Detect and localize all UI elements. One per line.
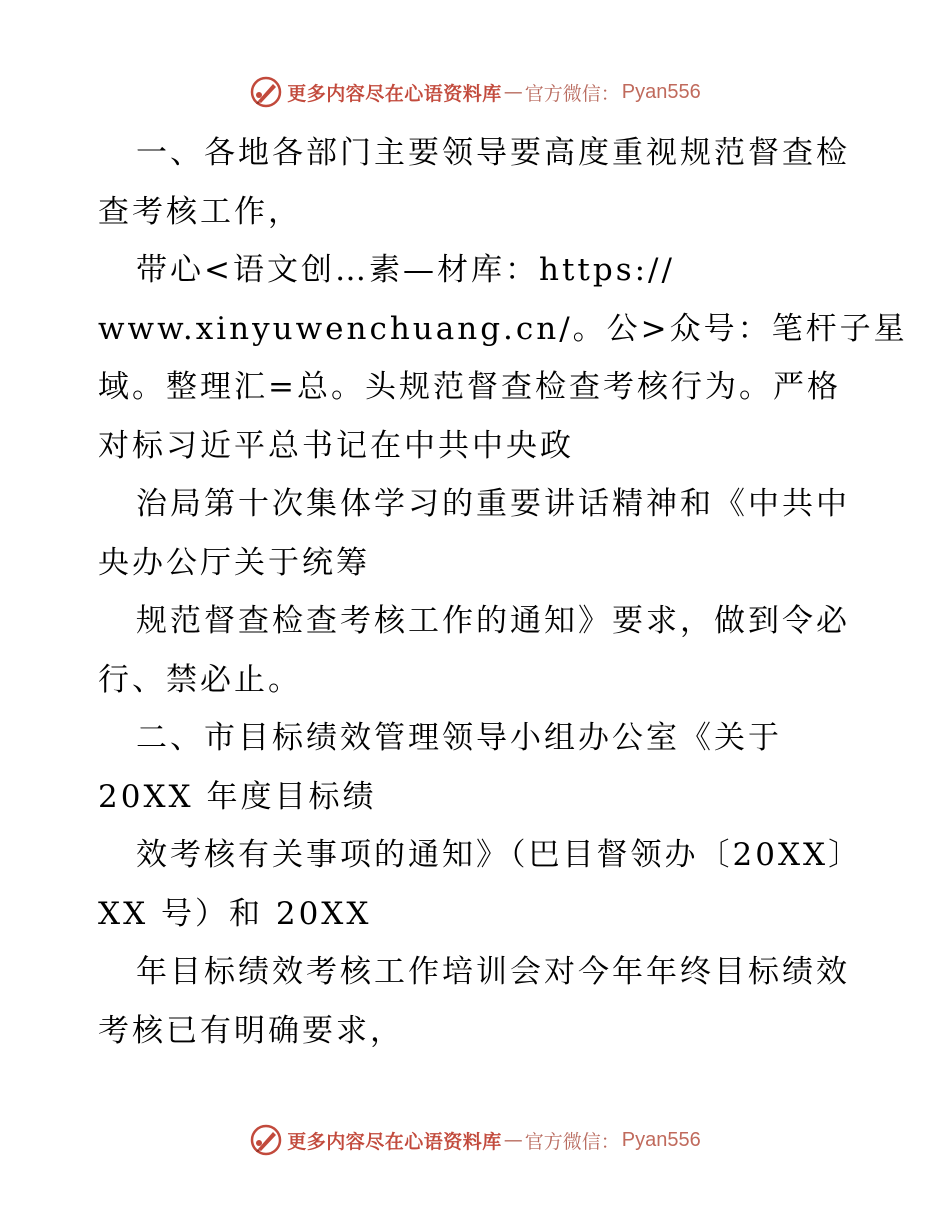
body-text <box>98 124 908 1060</box>
text-line: 域。整理汇=总。头规范督查检查考核行为。严格 <box>98 369 841 405</box>
text-line: 行、禁必止。 <box>98 661 302 698</box>
text-line: 对标习近平总书记在中共中央政 <box>98 427 574 464</box>
watermark-dash: — <box>503 81 523 103</box>
text-line: 年目标绩效考核工作培训会对今年年终目标绩效 <box>136 954 850 990</box>
text-line: 查考核工作， <box>98 193 302 230</box>
header-watermark <box>0 72 950 112</box>
text-line: 考核已有明确要求， <box>98 1012 404 1049</box>
footer-watermark <box>0 1120 950 1160</box>
watermark-wechat-id: Pyan556 <box>621 1128 701 1151</box>
watermark-site-text: 更多内容尽在心语资料库 <box>287 1130 502 1153</box>
text-line: 央办公厅关于统筹 <box>98 544 370 581</box>
watermark-site-text: 更多内容尽在心语资料库 <box>287 82 502 105</box>
text-line: 规范督查检查考核工作的通知》要求，做到令必 <box>136 603 850 639</box>
quill-pen-icon <box>249 75 283 109</box>
text-line: 带心<语文创…素—材库：https:// <box>136 252 675 288</box>
text-line: 二、市目标绩效管理领导小组办公室《关于 <box>136 720 782 756</box>
text-line: 20XX 年度目标绩 <box>98 778 377 815</box>
watermark-wechat-label: 官方微信： <box>524 1130 620 1153</box>
text-line: XX 号）和 20XX <box>98 895 372 932</box>
text-line: 治局第十次集体学习的重要讲话精神和《中共中 <box>136 486 850 522</box>
quill-pen-icon <box>249 1123 283 1157</box>
watermark-wechat-label: 官方微信： <box>524 82 620 105</box>
watermark-wechat-id: Pyan556 <box>621 80 701 103</box>
text-line: 一、各地各部门主要领导要高度重视规范督查检 <box>136 135 850 171</box>
text-line: www.xinyuwenchuang.cn/。公>众号：笔杆子星 <box>98 310 908 347</box>
watermark-dash: — <box>503 1129 523 1151</box>
text-line: 效考核有关事项的通知》（巴目督领办〔20XX〕 <box>136 837 863 873</box>
